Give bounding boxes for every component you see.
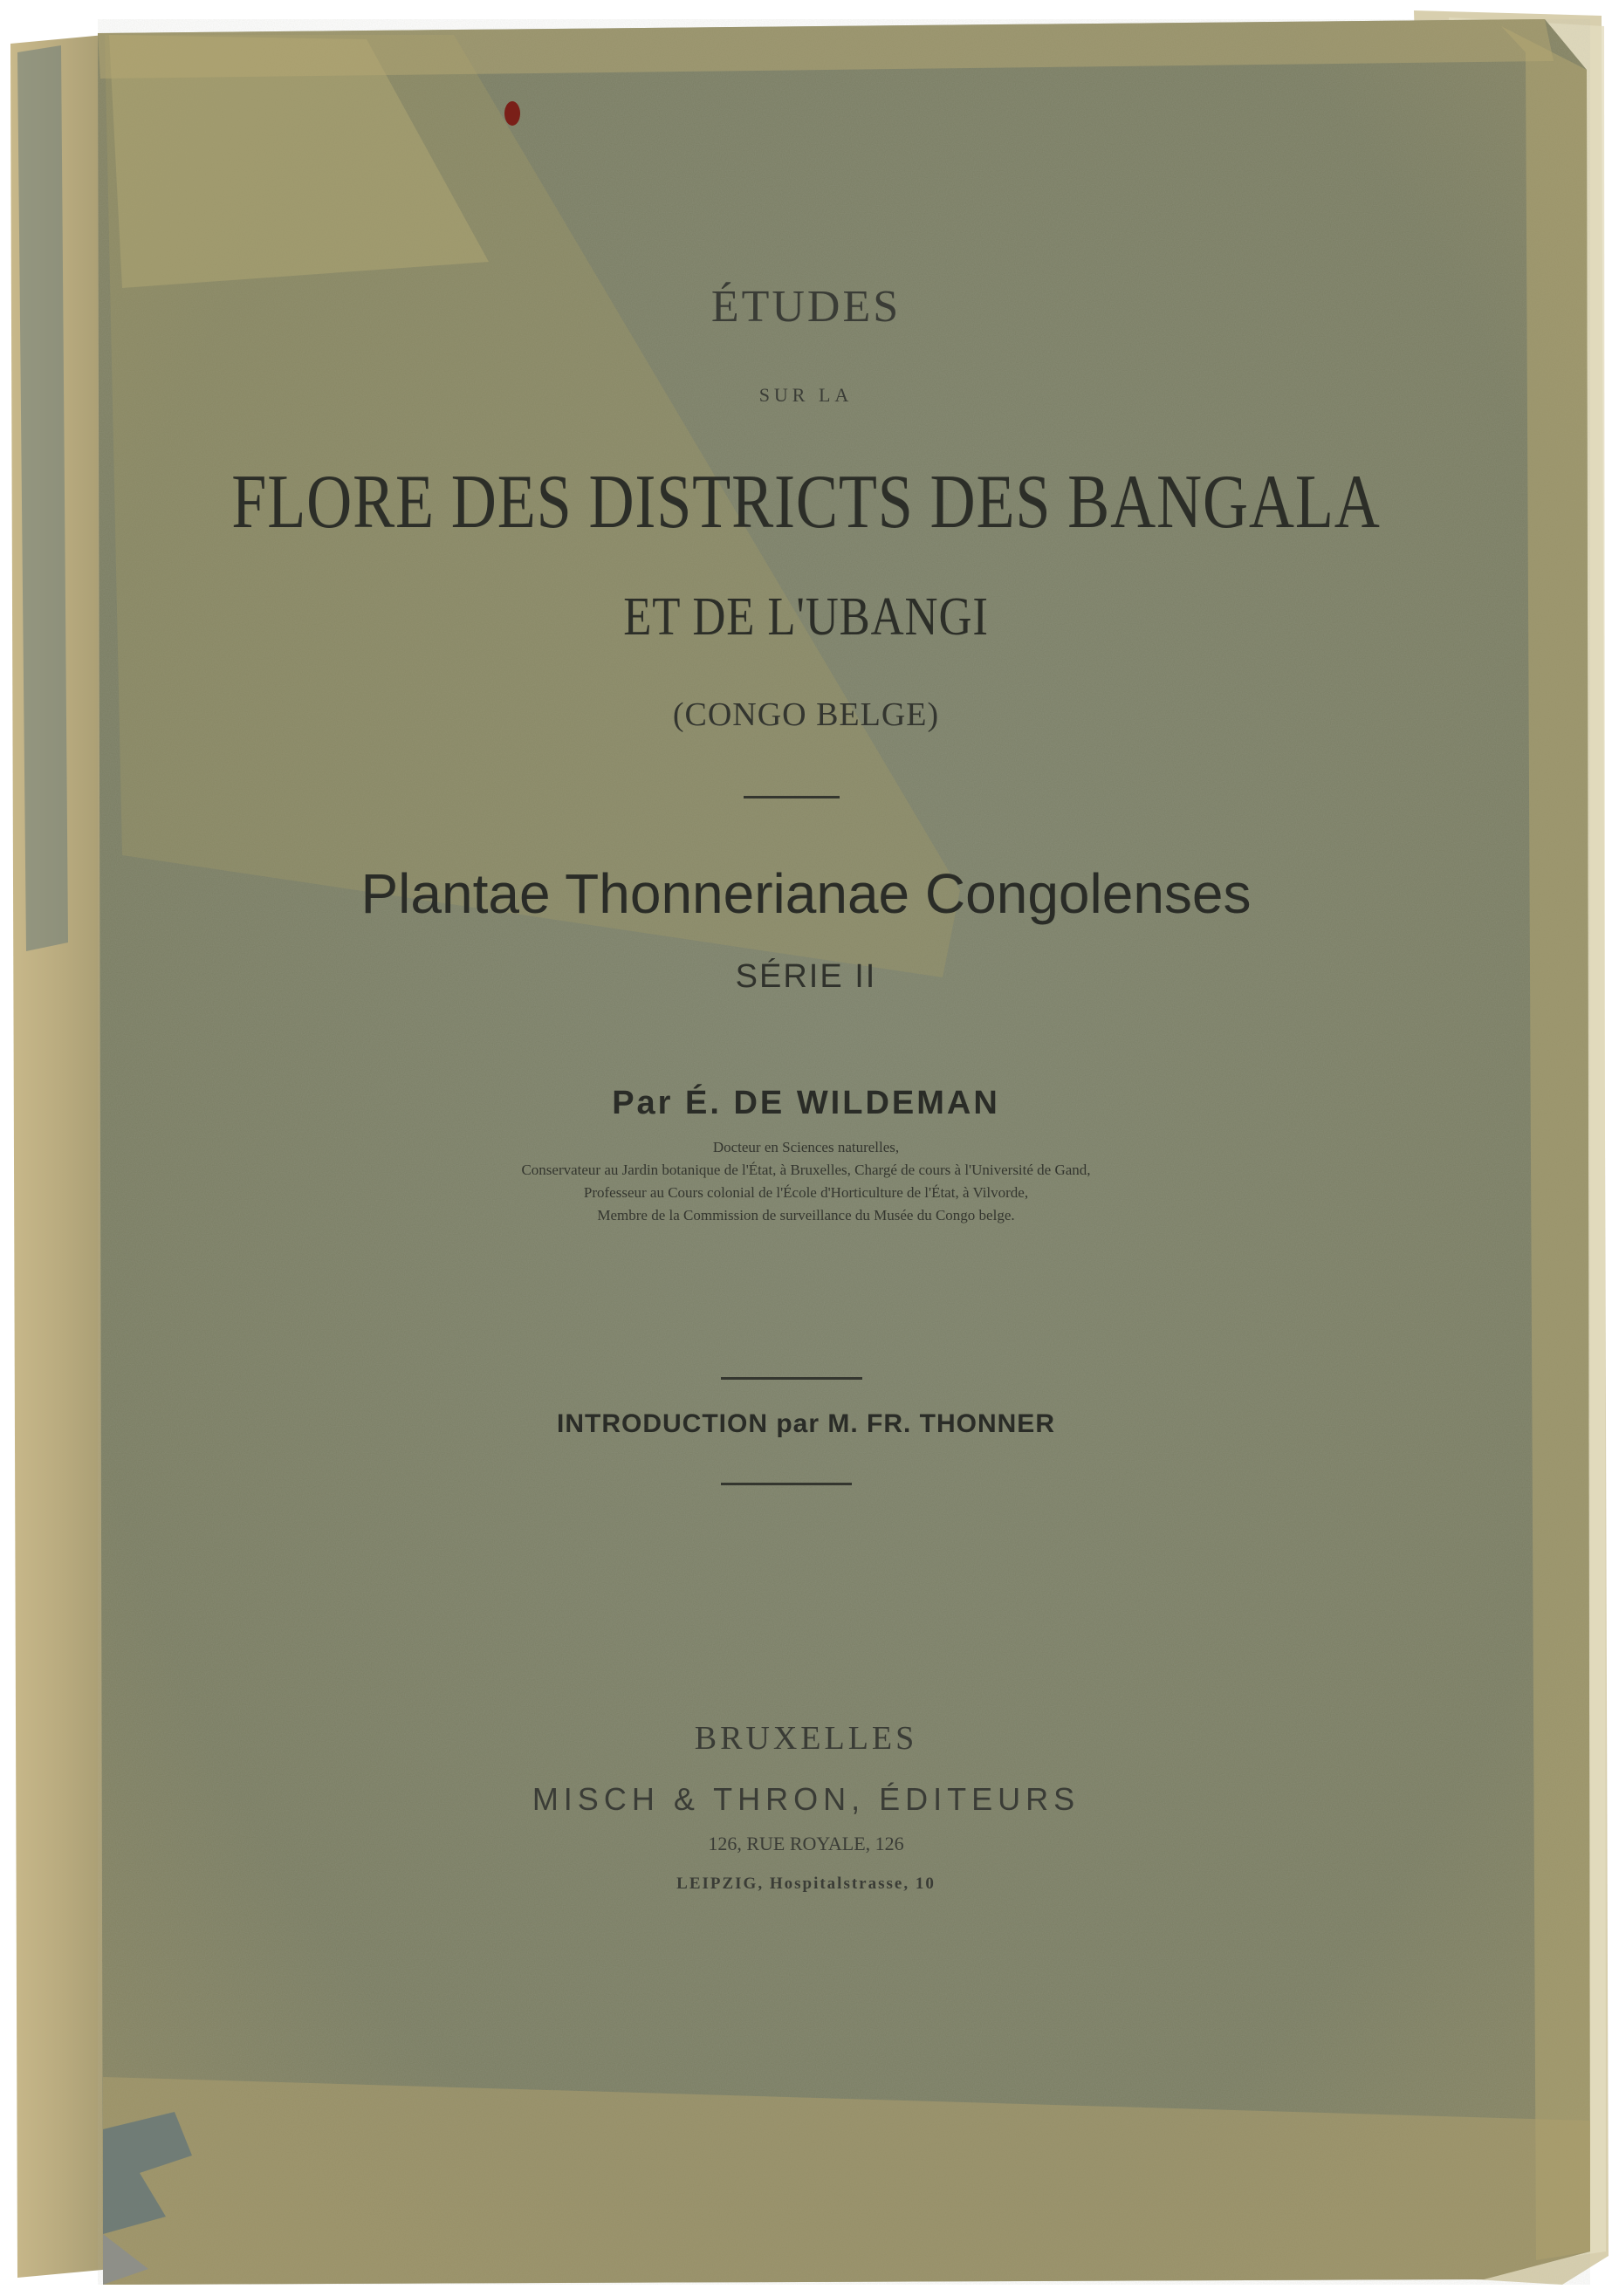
region-subtitle: (CONGO BELGE)	[672, 696, 940, 733]
publisher-city: BRUXELLES	[694, 1720, 918, 1757]
publisher-address: 126, RUE ROYALE, 126	[708, 1833, 904, 1854]
divider-rule	[744, 796, 840, 798]
title-small: ÉTUDES	[710, 282, 902, 332]
divider-rule	[721, 1483, 852, 1485]
series-label: SÉRIE II	[735, 958, 877, 995]
author-line: Par É. DE WILDEMAN	[612, 1085, 1000, 1121]
credential-line: Docteur en Sciences naturelles,	[712, 1139, 900, 1155]
publisher-name: MISCH & THRON, ÉDITEURS	[532, 1781, 1080, 1817]
title-line-2: ET DE L'UBANGI	[623, 587, 989, 647]
credential-line: Conservateur au Jardin botanique de l'État, à Bruxelles, Chargé de cours à l'Université de Gand,	[521, 1162, 1091, 1178]
subtitle: Plantae Thonnerianae Congolenses	[360, 862, 1252, 925]
title-main: FLORE DES DISTRICTS DES BANGALA	[231, 460, 1381, 545]
credential-line: Membre de la Commission de surveillance du Musée du Congo belge.	[597, 1207, 1015, 1223]
credential-line: Professeur au Cours colonial de l'École d'Horticulture de l'État, à Vilvorde,	[583, 1184, 1029, 1201]
introduction-line: INTRODUCTION par M. FR. THONNER	[557, 1409, 1055, 1438]
divider-rule	[721, 1377, 862, 1380]
publisher-branch: LEIPZIG, Hospitalstrasse, 10	[676, 1874, 936, 1893]
title-connector: SUR LA	[758, 384, 854, 406]
